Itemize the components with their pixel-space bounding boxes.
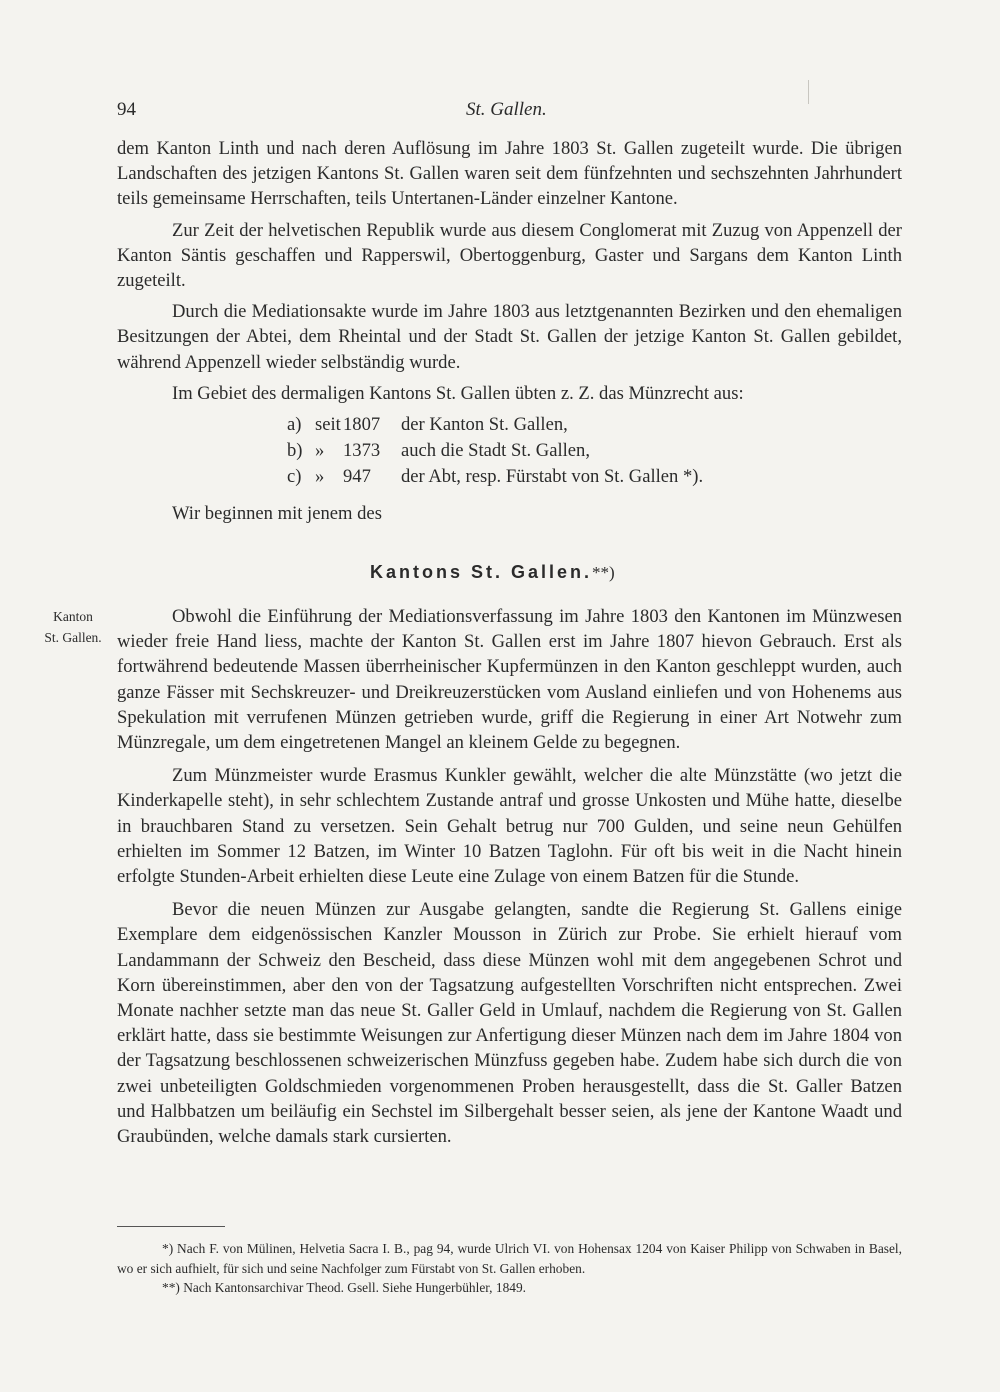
section-heading xyxy=(370,562,615,583)
list-item-text: der Kanton St. Gallen, xyxy=(401,414,568,435)
list-item-year: 1373 xyxy=(343,440,381,461)
list-item xyxy=(287,464,703,490)
paragraph: Durch die Mediationsakte wurde im Jahre 1803 aus letztgenannten Bezirken und den ehemaligen Besitzungen der Abtei, dem Rheintal und der Stadt St. Gallen der jetzige Kanton St. Gallen gebildet, während Appenzell wieder selbständig wurde. xyxy=(117,301,902,373)
section-heading-text: Kantons St. Gallen. xyxy=(370,562,593,582)
footnote: *) Nach F. von Mülinen, Helvetia Sacra I. B., pag 94, wurde Ulrich VI. von Hohensax 1204 von Kaiser Philipp von Schwaben in Basel, wo er sich aufhielt, für sich und seine Nachfolger zum Fürstabt von St. Gallen erhoben. xyxy=(117,1241,902,1276)
list-item xyxy=(287,412,703,438)
paragraph: Zum Münzmeister wurde Erasmus Kunkler gewählt, welcher die alte Münzstätte (wo jetzt die Kinderkapelle steht), in sehr schlechtem Zustande antraf und grosse Unkosten und Mühe hatte, dieselbe in brauchbaren Stand zu versetzen. Sein Gehalt betrug nur 700 Gulden, und seine neun Gehülfen erhielten im Sommer 12 Batzen, im Winter 10 Batzen Taglohn. Für oft bis weit in die Nacht hinein erfolgte Stunden-Arbeit erhielten diese Leute eine Zulage von einem Batzen für die Stunde. xyxy=(117,765,902,888)
footnote-divider xyxy=(117,1226,225,1227)
paragraph: Zur Zeit der helvetischen Republik wurde aus diesem Conglomerat mit Zuzug von Appenzell der Kanton Säntis geschaffen und Rapperswil, Obertoggenburg, Gaster und Sargans dem Kanton Linth zugeteilt. xyxy=(117,219,902,292)
scan-artifact-line xyxy=(808,80,809,104)
page-number: 94 xyxy=(117,99,136,120)
list-item-year: 1807 xyxy=(343,414,381,435)
paragraph: Obwohl die Einführung der Mediationsverfassung im Jahre 1803 den Kantonen im Münzwesen wieder freie Hand liess, machte der Kanton St. Gallen erst im Jahre 1807 hievon Gebrauch. Erst als fortwährend bedeutende Massen überrheinischer Kupfermünzen in den Kanton geschleppt wurden, auch ganze Fässer mit Sechskreuzer- und Dreikreuzerstücken vom Ausland einliefen und von Hohenems aus Spekulation mit verrufenen Münzen getrieben wurde, griff die Regierung in einer Art Notwehr zum Münzregale, um dem eingetretenen Mangel an kleinem Gelde zu begegnen. xyxy=(117,606,902,754)
list-item-mark: » xyxy=(315,466,325,487)
paragraph: Bevor die neuen Münzen zur Ausgabe gelangten, sandte die Regierung St. Gallens einige Exemplare dem eidgenössischen Kanzler Mousson in Zürich zur Probe. Sie erhielt hierauf vom Landammann der Schweiz den Bescheid, dass diese Münzen wohl mit dem angegebenen Schrot und Korn übereinstimmen, aber den von der Tagsatzung aufgestellten Vorschriften nicht entsprechen. Zwei Monate nachher setzte man das neue St. Galler Geld in Umlauf, nachdem die Regierung von St. Gallen erklärt hatte, dass sie bestimmte Weisungen zur Anfertigung dieser Münzen nach dem im Jahre 1804 von der Tagsatzung beschlossenen schweizerischen Münzfuss gegeben habe. Zudem habe sich durch die von zwei unbeteiligten Goldschmieden vorgenommenen Proben herausgestellt, dass die St. Galler Batzen und Halbbatzen um beiläufig ein Sechstel im Silbergehalt besser seien, als jene der Kantone Waadt und Graubünden, welche damals stark cursierten. xyxy=(117,899,902,1148)
list-item-letter: a) xyxy=(287,414,302,435)
footnotes xyxy=(117,1239,902,1298)
list-item-text: auch die Stadt St. Gallen, xyxy=(401,440,590,461)
paragraph: dem Kanton Linth und nach deren Auflösung im Jahre 1803 St. Gallen zugeteilt wurde. Die übrigen Landschaften des jetzigen Kantons St. Gallen waren seit dem fünfzehnten und sechszehnten Jahrhundert teils gemeinsame Herrschaften, teils Untertanen-Länder einzelner Kantone. xyxy=(117,138,902,210)
running-title: St. Gallen. xyxy=(466,99,547,120)
intro-line: Wir beginnen mit jenem des xyxy=(172,503,382,524)
body-text-main xyxy=(117,604,902,1149)
list-item xyxy=(287,438,703,464)
list-item-year: 947 xyxy=(343,466,371,487)
list-item-letter: b) xyxy=(287,440,303,461)
list-item-text: der Abt, resp. Fürstabt von St. Gallen *). xyxy=(401,466,704,487)
margin-note xyxy=(28,606,118,648)
list-item-letter: c) xyxy=(287,466,302,487)
list-item-mark: seit xyxy=(315,414,341,435)
list-item-mark: » xyxy=(315,440,325,461)
section-footnote-mark: **) xyxy=(592,563,615,582)
margin-note-line: St. Gallen. xyxy=(44,630,102,645)
margin-note-line: Kanton xyxy=(53,609,93,624)
footnote: **) Nach Kantonsarchivar Theod. Gsell. Siehe Hungerbühler, 1849. xyxy=(162,1280,527,1295)
coinage-rights-list xyxy=(287,412,703,490)
body-text-top xyxy=(117,136,902,406)
paragraph: Im Gebiet des dermaligen Kantons St. Gallen übten z. Z. das Münzrecht aus: xyxy=(172,382,744,404)
